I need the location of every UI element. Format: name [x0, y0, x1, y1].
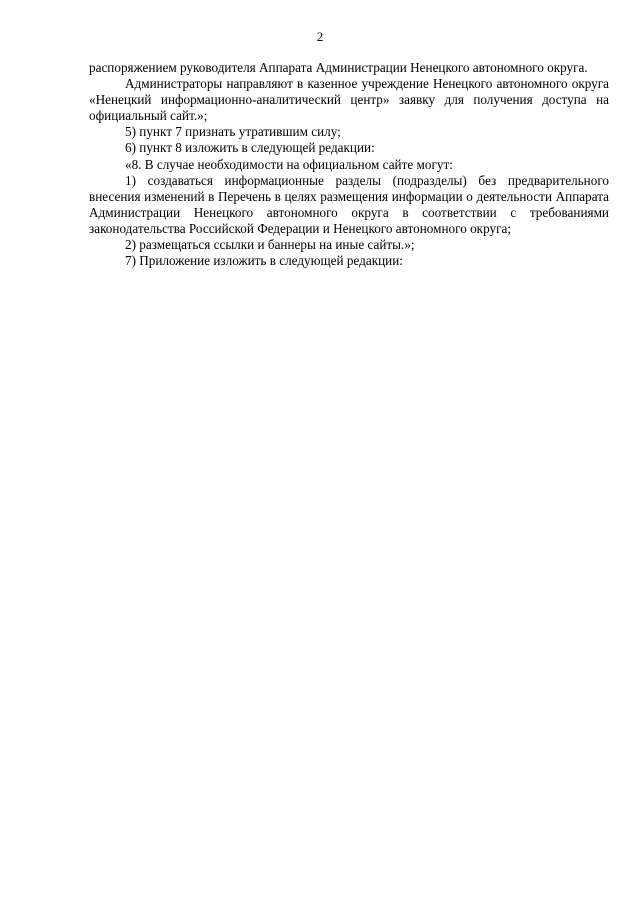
- paragraph: 5) пункт 7 признать утратившим силу;: [125, 124, 341, 140]
- paragraph: 2) размещаться ссылки и баннеры на иные сайты.»;: [125, 237, 415, 253]
- paragraph: распоряжением руководителя Аппарата Администрации Ненецкого автономного округа.: [89, 60, 588, 75]
- document-body: [89, 60, 609, 269]
- paragraph: Администраторы направляют в казенное учреждение Ненецкого автономного округа «Ненецкий информационно-аналитический центр» заявку для получения доступа на официальный сайт.»;: [89, 76, 609, 124]
- paragraph: «8. В случае необходимости на официальном сайте могут:: [125, 156, 453, 172]
- page-number: 2: [316, 29, 324, 44]
- paragraph: 6) пункт 8 изложить в следующей редакции:: [125, 140, 375, 156]
- paragraph: 1) создаваться информационные разделы (подразделы) без предварительного внесения изменений в Перечень в целях размещения информации о деятельности Аппарата Администрации Ненецкого автономного округа в соответствии с требованиями законодательства Российской Федерации и Ненецкого автономного округа;: [89, 172, 609, 236]
- paragraph: 7) Приложение изложить в следующей редакции:: [125, 253, 403, 269]
